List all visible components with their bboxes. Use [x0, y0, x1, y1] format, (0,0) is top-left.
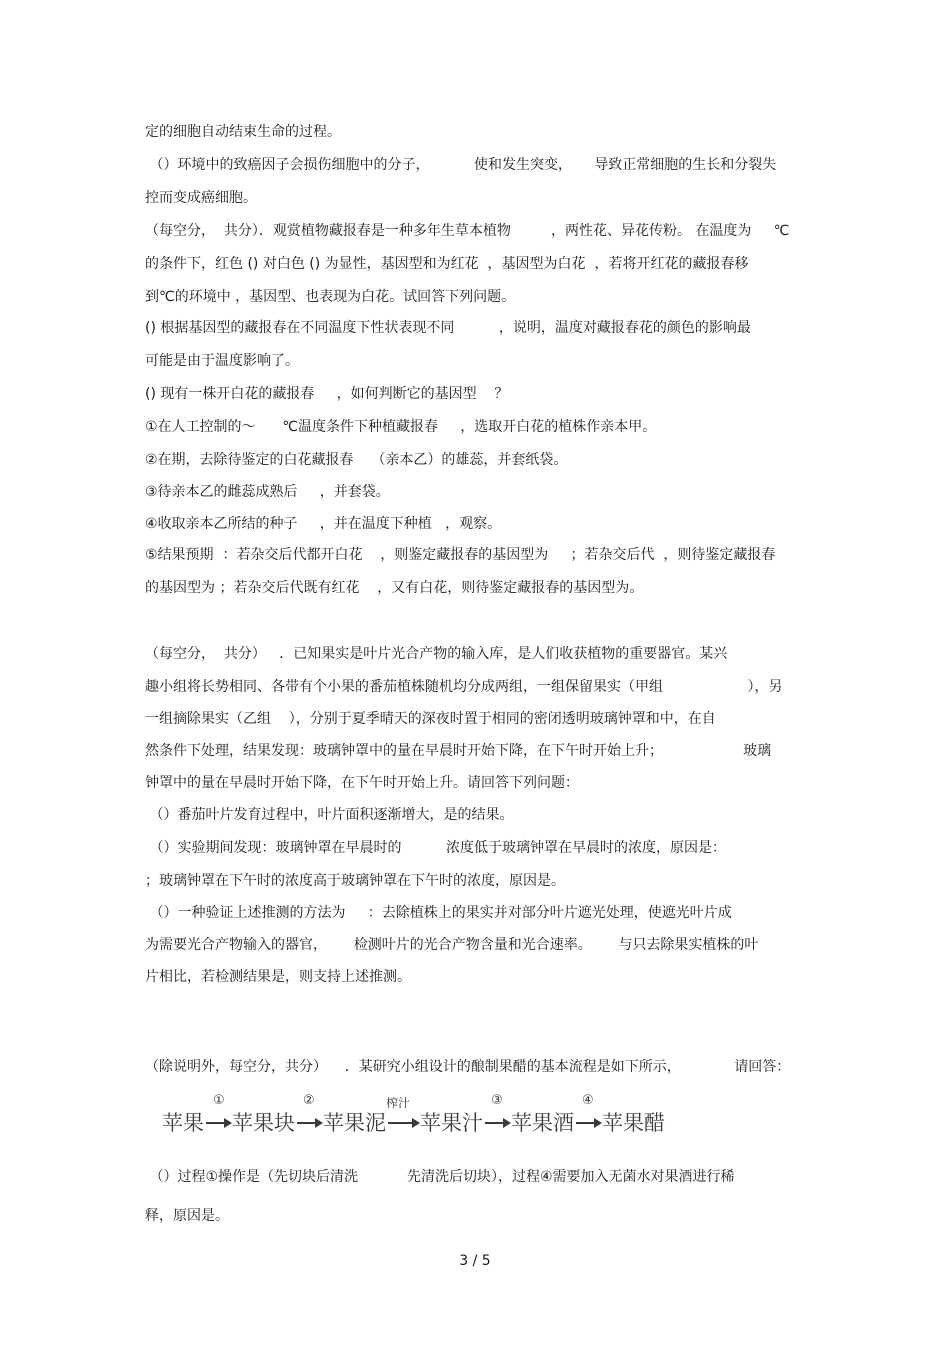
flow-arrow [485, 1122, 509, 1124]
text-line: ⑤结果预期 ：若杂交后代都开白花 ，则鉴定藏报春的基因型为 ；若杂交后代 ，则待鉴定藏报春 [145, 547, 776, 563]
text-line: () 根据基因型的藏报春在不同温度下性状表现不同 ，说明，温度对藏报春花的颜色的影响最 [145, 320, 751, 336]
text-line: 控而变成癌细胞。 [145, 190, 257, 206]
text-line: （每空分， 共分） ．已知果实是叶片光合产物的输入库，是人们收获植物的重要器官。某兴 [145, 646, 728, 662]
text-line: 定的细胞自动结束生命的过程。 [145, 124, 341, 140]
flow-arrow [297, 1122, 321, 1124]
flow-arrow [388, 1122, 418, 1124]
flow-arrow [576, 1122, 600, 1124]
flow-item: 苹果醋 [602, 1111, 665, 1135]
flow-arrow [206, 1122, 230, 1124]
text-line: （）过程①操作是（先切块后清洗 先清洗后切块），过程④需要加入无菌水对果酒进行稀 [145, 1169, 735, 1185]
flow-step-label: ② [303, 1093, 315, 1108]
text-line: 到℃的环境中 ，基因型、也表现为白花。试回答下列问题。 [145, 289, 516, 305]
text-line: 片相比，若检测结果是，则支持上述推测。 [145, 969, 411, 985]
page-number: 3 / 5 [459, 1253, 491, 1269]
text-line: （）环境中的致癌因子会损伤细胞中的分子， 使和发生突变， 导致正常细胞的生长和分裂失 [145, 157, 777, 173]
text-line: ①在人工控制的～ ℃温度条件下种植藏报春 ，选取开白花的植株作亲本甲。 [145, 419, 657, 435]
flow-item: 苹果酒 [511, 1111, 574, 1135]
flow-step-label: ④ [582, 1093, 594, 1108]
process-flow-diagram [162, 1092, 682, 1142]
flow-item: 苹果块 [232, 1111, 295, 1135]
flow-step-label: ③ [491, 1093, 503, 1108]
text-line: 为需要光合产物输入的器官， 检测叶片的光合产物含量和光合速率。 与只去除果实植株的叶 [145, 937, 759, 953]
text-line: () 现有一株开白花的藏报春 ，如何判断它的基因型 ？ [145, 386, 509, 402]
text-line: ②在期，去除待鉴定的白花藏报春 （亲本乙）的雄蕊，并套纸袋。 [145, 452, 568, 468]
text-line: 趣小组将长势相同、各带有个小果的番茄植株随机均分成两组，一组保留果实（甲组 ），另 [145, 679, 783, 695]
text-line: 一组摘除果实（乙组 ），分别于夏季晴天的深夜时置于相同的密闭透明玻璃钟罩和中，在自 [145, 711, 716, 727]
text-line: ；玻璃钟罩在下午时的浓度高于玻璃钟罩在下午时的浓度，原因是。 [145, 873, 565, 889]
text-line: （）番茄叶片发育过程中，叶片面积逐渐增大，是的结果。 [145, 807, 514, 823]
flow-item: 苹果泥 [323, 1111, 386, 1135]
text-line: （）实验期间发现：玻璃钟罩在早晨时的 浓度低于玻璃钟罩在早晨时的浓度，原因是： [145, 840, 726, 856]
flow-item: 苹果 [162, 1111, 204, 1135]
text-line: （除说明外，每空分，共分） ．某研究小组设计的酿制果醋的基本流程是如下所示， 请回答： [145, 1059, 791, 1075]
text-line: 的条件下，红色 () 对白色 () 为显性，基因型和为红花 ，基因型为白花 ，若将开红花的藏报春移 [145, 256, 749, 272]
text-line: ④收取亲本乙所结的种子 ，并在温度下种植 ，观察。 [145, 516, 502, 532]
text-line: （）一种验证上述推测的方法为 ：去除植株上的果实并对部分叶片遮光处理，使遮光叶片成 [145, 905, 732, 921]
flow-step-label: 榨汁 [386, 1096, 411, 1110]
text-line: （每空分， 共分）．观赏植物藏报春是一种多年生草本植物 ，两性花、异花传粉。 在温度为 ℃ [145, 223, 790, 239]
text-line: 钟罩中的量在早晨时开始下降，在下午时开始上升。请回答下列问题： [145, 775, 579, 791]
text-line: ③待亲本乙的雌蕊成熟后 ，并套袋。 [145, 484, 390, 500]
text-line: 可能是由于温度影响了。 [145, 353, 299, 369]
text-line: 的基因型为 ；若杂交后代既有红花 ，又有白花，则待鉴定藏报春的基因型为。 [145, 580, 644, 596]
flow-item: 苹果汁 [420, 1111, 483, 1135]
flow-step-label: ① [213, 1093, 225, 1108]
text-line: 然条件下处理，结果发现：玻璃钟罩中的量在早晨时开始下降，在下午时开始上升； 玻璃 [145, 743, 772, 759]
text-line: 释，原因是。 [145, 1208, 229, 1224]
